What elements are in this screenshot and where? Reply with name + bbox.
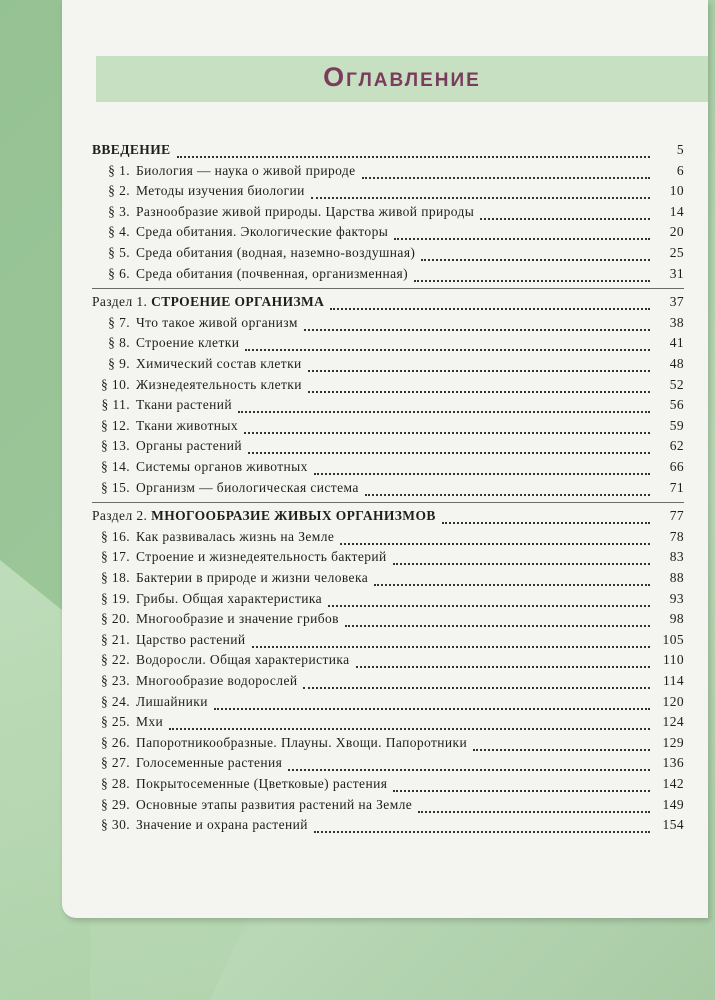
section-number: § 21. (101, 631, 130, 647)
section-number: § 1. (108, 162, 130, 178)
page-title: Оглавление (323, 62, 481, 92)
toc-entry (92, 356, 684, 376)
toc-entry (92, 459, 684, 479)
section-divider (92, 502, 684, 503)
section-number: § 2. (108, 183, 130, 199)
toc-entry (92, 438, 684, 458)
section-number: § 3. (108, 203, 130, 219)
page-number: 48 (669, 356, 684, 371)
dot-leader (473, 748, 650, 751)
page-number: 124 (662, 714, 684, 730)
page-number: 25 (669, 245, 684, 260)
page-number: 14 (669, 203, 684, 219)
section-number: § 27. (101, 755, 130, 771)
entry-title: Значение и охрана растений (136, 817, 308, 833)
dot-leader (245, 348, 650, 351)
dot-leader (248, 451, 650, 454)
page-number: 136 (662, 755, 684, 771)
page-number: 105 (662, 631, 684, 647)
toc-entry (92, 418, 684, 438)
page-number: 114 (663, 673, 684, 688)
page-number: 20 (669, 224, 684, 240)
page-number: 142 (662, 776, 684, 791)
entry-title: Папоротникообразные. Плауны. Хвощи. Папоротники (136, 734, 468, 750)
section-number: § 9. (108, 356, 130, 371)
toc-entry (92, 817, 684, 837)
section-number: § 5. (108, 245, 130, 260)
dot-leader (303, 686, 650, 689)
dot-leader (238, 410, 650, 413)
entry-title: Водоросли. Общая характеристика (136, 652, 350, 668)
toc-entry (92, 397, 684, 417)
page-number: 78 (669, 528, 684, 544)
section-divider (92, 288, 684, 289)
part-title: МНОГООБРАЗИЕ ЖИВЫХ ОРГАНИЗМОВ (151, 508, 436, 524)
dot-leader (374, 583, 650, 586)
dot-leader (421, 258, 650, 261)
entry-title (92, 508, 436, 524)
toc-entry (92, 735, 684, 755)
dot-leader (244, 431, 650, 434)
dot-leader (177, 155, 650, 158)
page-number: 110 (663, 652, 684, 668)
dot-leader (308, 390, 650, 393)
toc-entry (92, 652, 684, 672)
dot-leader (393, 789, 650, 792)
entry-title: Бактерии в природе и жизни человека (136, 570, 369, 585)
dot-leader (308, 369, 650, 372)
toc-entry (92, 183, 684, 203)
entry-title: Строение и жизнедеятельность бактерий (136, 549, 387, 565)
toc-entry (92, 204, 684, 224)
contents-page (62, 0, 708, 918)
section-number: § 15. (101, 479, 130, 495)
page-number: 52 (669, 376, 684, 392)
page-number: 149 (662, 796, 684, 812)
toc-entry (92, 245, 684, 265)
section-number: § 29. (101, 796, 130, 812)
toc-entry (92, 224, 684, 244)
dot-leader (480, 217, 650, 220)
section-number: § 7. (108, 314, 130, 330)
entry-title: Ткани животных (136, 417, 239, 433)
entry-title: Мхи (136, 714, 164, 730)
dot-leader (169, 727, 650, 730)
toc-entry (92, 694, 684, 714)
dot-leader (330, 307, 650, 310)
section-number: § 4. (108, 224, 130, 240)
section-number: § 28. (101, 776, 130, 791)
entry-title: Как развивалась жизнь на Земле (136, 528, 335, 544)
entry-title: Системы органов животных (136, 459, 308, 474)
entry-title: Многообразие водорослей (136, 673, 298, 688)
toc-entry (92, 570, 684, 590)
entry-title: Среда обитания (водная, наземно-воздушная) (136, 245, 416, 260)
entry-title: Биология — наука о живой природе (136, 162, 356, 178)
dot-leader (393, 562, 650, 565)
dot-leader (414, 279, 650, 282)
toc-entry (92, 591, 684, 611)
toc-entry (92, 266, 684, 286)
toc-entry (92, 611, 684, 631)
page-number: 66 (669, 459, 684, 474)
entry-title: Что такое живой организм (136, 314, 298, 330)
entry-title: Среда обитания (почвенная, организменная) (136, 265, 409, 281)
section-number: § 30. (101, 817, 130, 833)
page-number: 71 (669, 479, 684, 495)
entry-title: Строение клетки (136, 335, 240, 351)
section-number: § 6. (108, 265, 130, 281)
dot-leader (356, 665, 650, 668)
page-number: 38 (669, 314, 684, 330)
entry-title: Покрытосеменные (Цветковые) растения (136, 776, 388, 791)
dot-leader (418, 810, 650, 813)
section-number: § 20. (101, 611, 130, 627)
page-number: 59 (669, 417, 684, 433)
dot-leader (314, 472, 650, 475)
toc-entry (92, 673, 684, 693)
page-number: 37 (669, 294, 684, 310)
entry-title: Органы растений (136, 438, 242, 454)
page-number: 93 (669, 590, 684, 606)
section-number: § 18. (101, 570, 130, 585)
page-number: 120 (662, 693, 684, 709)
section-number: § 17. (101, 549, 130, 565)
page-number: 88 (669, 570, 684, 585)
toc-entry (92, 335, 684, 355)
page-number: 154 (662, 817, 684, 833)
toc-entry (92, 632, 684, 652)
page-number: 10 (669, 183, 684, 199)
part-title: СТРОЕНИЕ ОРГАНИЗМА (151, 294, 325, 310)
page-number: 41 (669, 335, 684, 351)
section-number: § 26. (101, 734, 130, 750)
entry-title (92, 294, 324, 310)
page-number: 77 (669, 508, 684, 524)
toc-entry (92, 529, 684, 549)
entry-title: Химический состав клетки (136, 356, 302, 371)
section-number: § 25. (101, 714, 130, 730)
toc-entry (92, 377, 684, 397)
toc-entry (92, 480, 684, 500)
section-number: § 22. (101, 652, 130, 668)
entry-title: Методы изучения биологии (136, 183, 305, 199)
page-number: 31 (669, 265, 684, 281)
page-number: 62 (669, 438, 684, 454)
toc-intro-heading (92, 142, 684, 162)
entry-title: Лишайники (136, 693, 208, 709)
toc-entry (92, 714, 684, 734)
entry-title: Организм — биологическая система (136, 479, 359, 495)
toc-entry (92, 549, 684, 569)
dot-leader (304, 328, 650, 331)
entry-title: ВВЕДЕНИЕ (92, 142, 171, 157)
dot-leader (362, 176, 650, 179)
page-number: 5 (676, 142, 684, 157)
toc-entry (92, 776, 684, 796)
toc-part-heading (92, 294, 684, 314)
dot-leader (442, 521, 650, 524)
section-number: § 8. (108, 335, 130, 351)
page-number: 129 (662, 734, 684, 750)
dot-leader (328, 604, 650, 607)
toc-entry (92, 163, 684, 183)
dot-leader (252, 645, 651, 648)
entry-title: Голосеменные растения (136, 755, 283, 771)
dot-leader (394, 237, 650, 240)
section-number: § 11. (101, 397, 130, 413)
entry-title: Разнообразие живой природы. Царства живой природы (136, 203, 475, 219)
toc-entry (92, 797, 684, 817)
toc-entry (92, 315, 684, 335)
dot-leader (345, 624, 650, 627)
dot-leader (288, 768, 650, 771)
entry-title: Царство растений (136, 631, 246, 647)
entry-title: Многообразие и значение грибов (136, 611, 339, 627)
entry-title: Грибы. Общая характеристика (136, 590, 323, 606)
page-number: 98 (669, 611, 684, 627)
page-number: 83 (669, 549, 684, 565)
entry-title: Основные этапы развития растений на Земле (136, 796, 413, 812)
section-number: § 13. (101, 438, 130, 454)
title-band (96, 56, 708, 102)
section-number: § 19. (101, 590, 130, 606)
dot-leader (214, 707, 650, 710)
page-number: 56 (669, 397, 684, 413)
dot-leader (311, 196, 650, 199)
dot-leader (365, 493, 650, 496)
section-number: § 24. (101, 693, 130, 709)
toc-part-heading (92, 508, 684, 528)
section-number: § 12. (101, 417, 130, 433)
page-number: 6 (676, 162, 684, 178)
entry-title: Жизнедеятельность клетки (136, 376, 302, 392)
toc-entry (92, 755, 684, 775)
section-number: § 14. (101, 459, 130, 474)
dot-leader (340, 542, 650, 545)
section-number: § 23. (101, 673, 130, 688)
dot-leader (314, 830, 650, 833)
part-label: Раздел 2. (92, 508, 152, 524)
part-label: Раздел 1. (92, 294, 152, 310)
section-number: § 16. (101, 528, 130, 544)
entry-title: Ткани растений (136, 397, 232, 413)
section-number: § 10. (101, 376, 130, 392)
entry-title: Среда обитания. Экологические факторы (136, 224, 389, 240)
